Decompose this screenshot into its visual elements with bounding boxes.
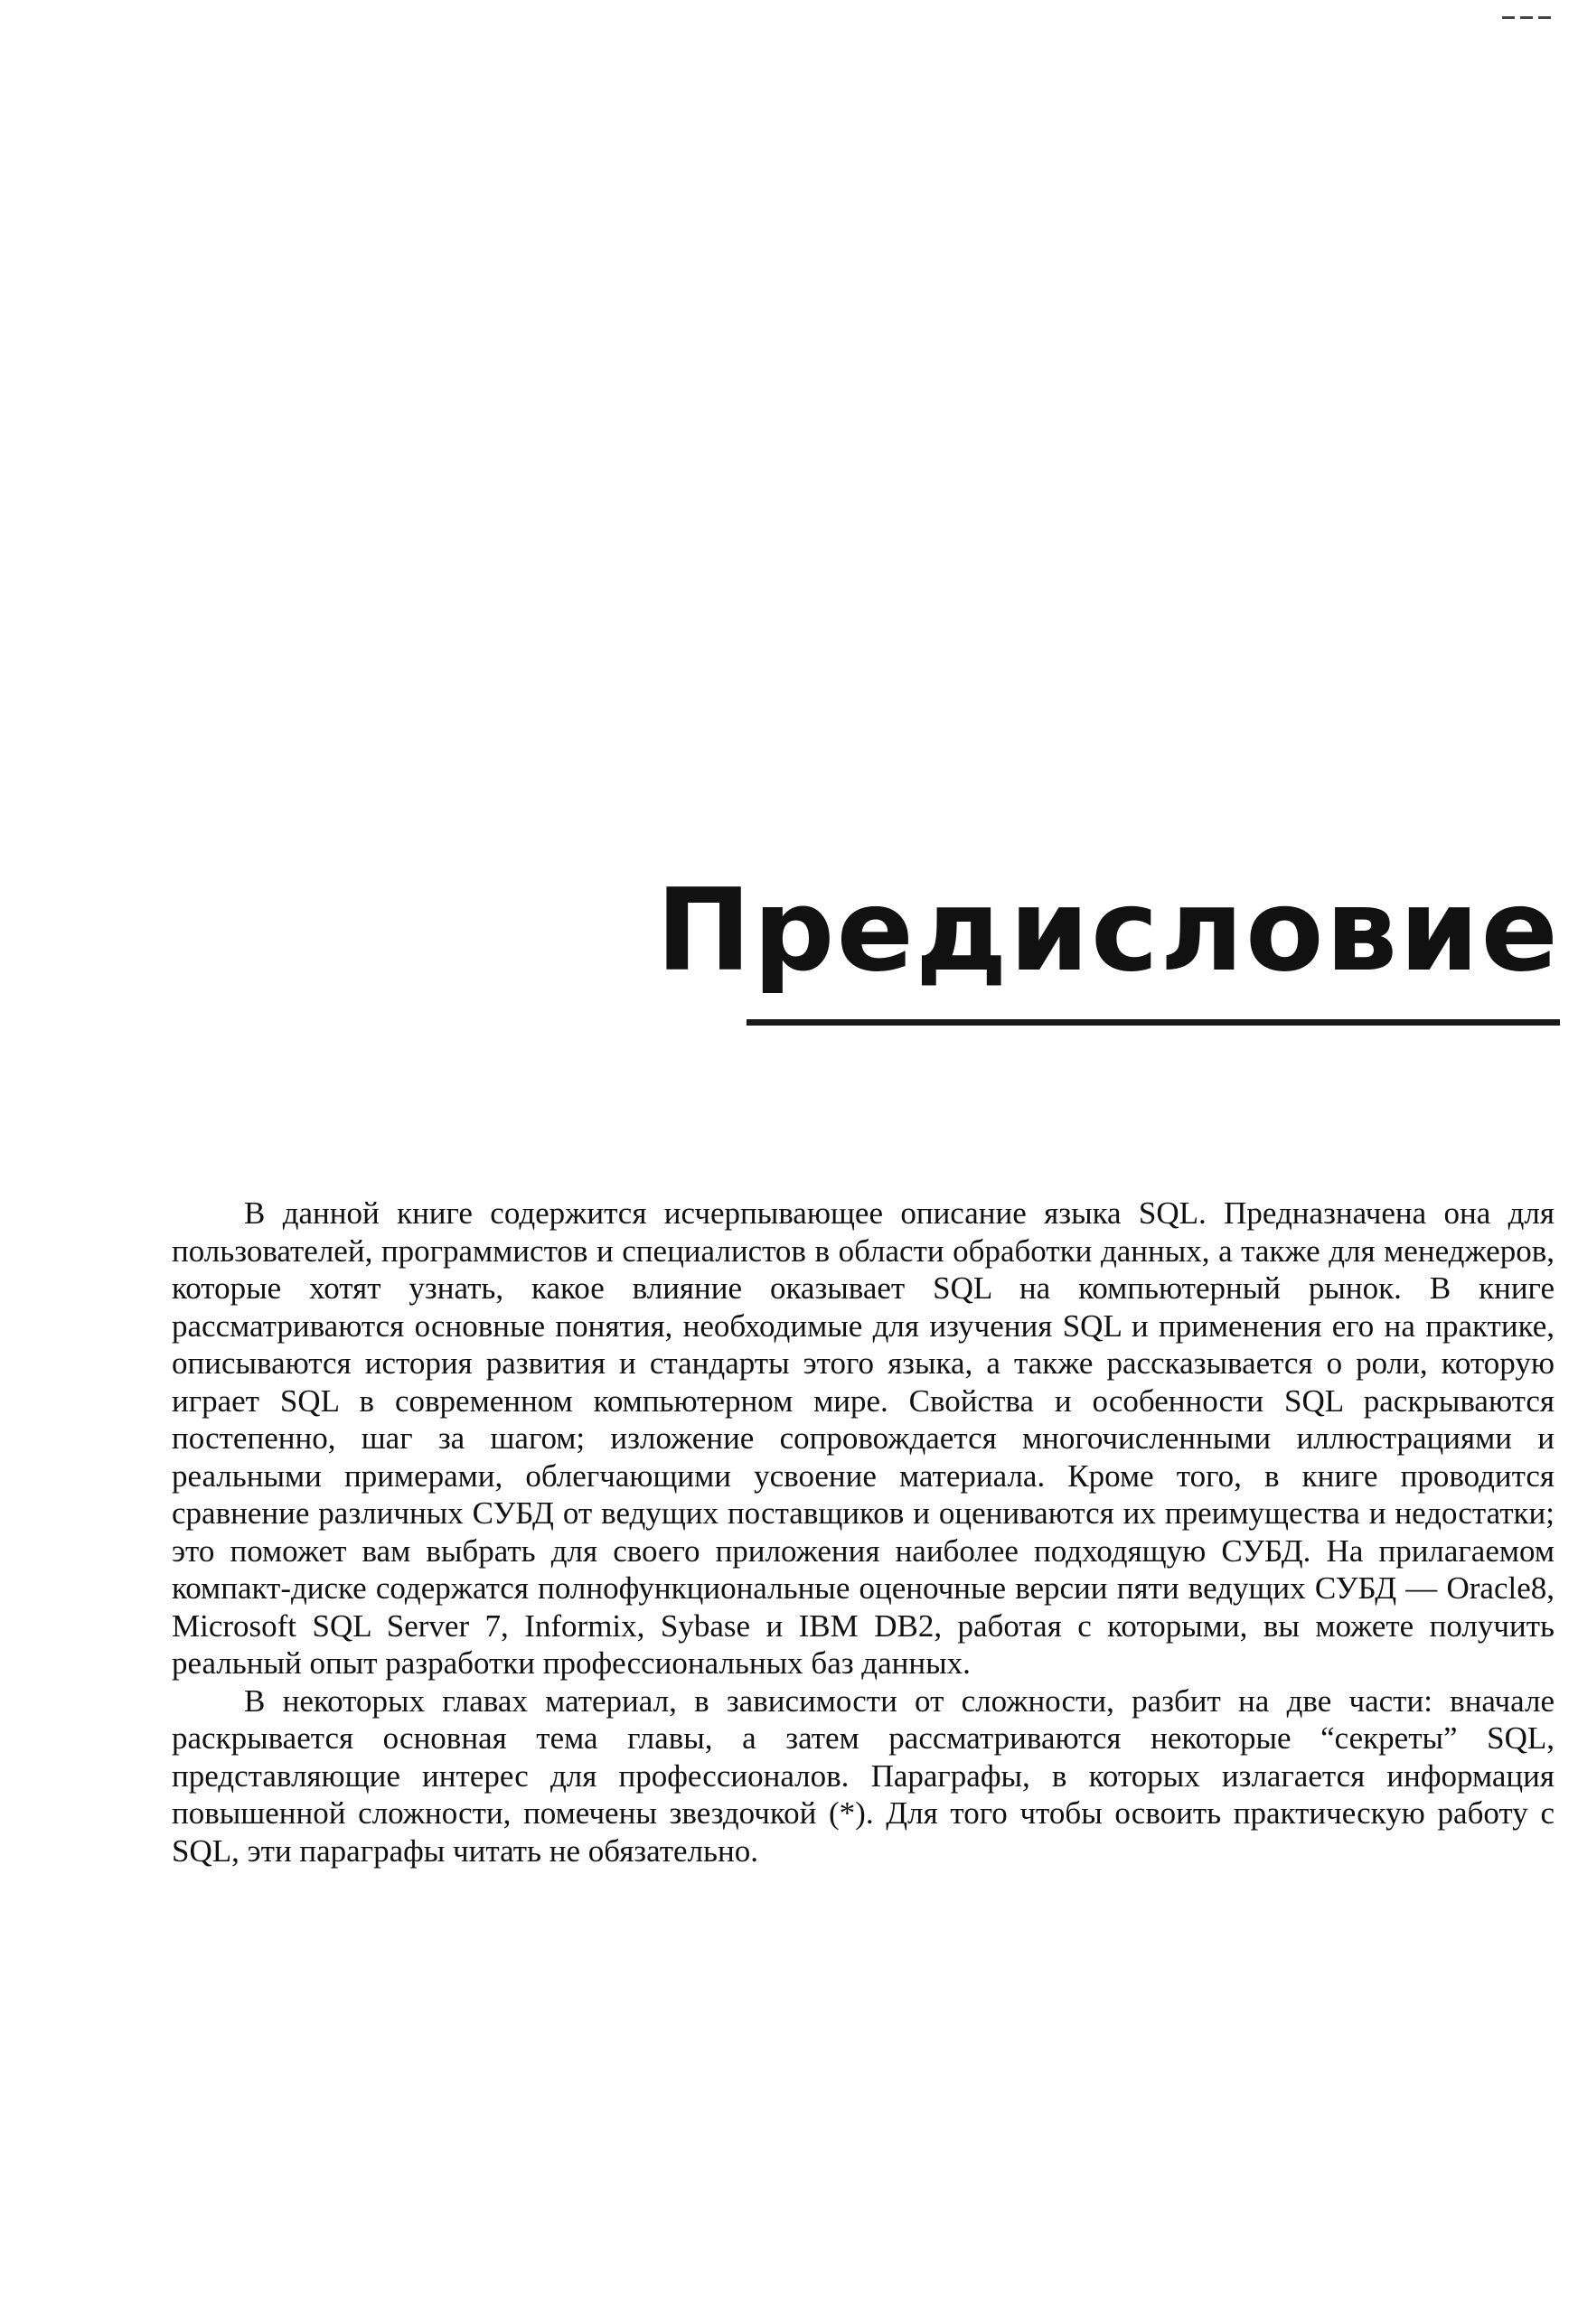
chapter-header (655, 858, 1560, 1039)
corner-dash-mark (1502, 13, 1556, 22)
paragraph: В данной книге содержится исчерпывающее описание языка SQL. Предназначена она для пользователей, программистов и специалистов в области обработки данных, а также для менеджеров, которые хотят узнать, какое влияние оказывает SQL на компьютерный рынок. В книге рассматриваются основные понятия, необходимые для изучения SQL и применения его на практике, описываются история развития и стандарты этого языка, а также рассказывается о роли, которую играет SQL в современном компьютерном мире. Свойства и особенности SQL раскрываются постепенно, шаг за шагом; изложение сопровождается многочисленными иллюстрациями и реальными примерами, облегчающими усвоение материала. Кроме того, в книге проводится сравнение различных СУБД от ведущих поставщиков и оцениваются их преимущества и недостатки; это поможет вам выбрать для своего приложения наиболее подходящую СУБД. На прилагаемом компакт-диске содержатся полнофункциональные оценочные версии пяти ведущих СУБД — Oracle8, Microsoft SQL Server 7, Informix, Sybase и IBM DB2, работая с которыми, вы можете получить реальный опыт разработки профессиональных баз данных. (172, 1195, 1555, 1681)
title-underline-rule (747, 1019, 1560, 1026)
chapter-title: Предисловие (655, 864, 1560, 997)
preface-body (172, 1195, 1555, 1870)
paragraph: В некоторых главах материал, в зависимости от сложности, разбит на две части: вначале раскрывается основная тема главы, а затем рассматриваются некоторые “секреты” SQL, представляющие интерес для профессионалов. Параграфы, в которых излагается информация повышенной сложности, помечены звездочкой (*). Для того чтобы освоить практическую работу с SQL, эти параграфы читать не обязательно. (172, 1682, 1555, 1869)
